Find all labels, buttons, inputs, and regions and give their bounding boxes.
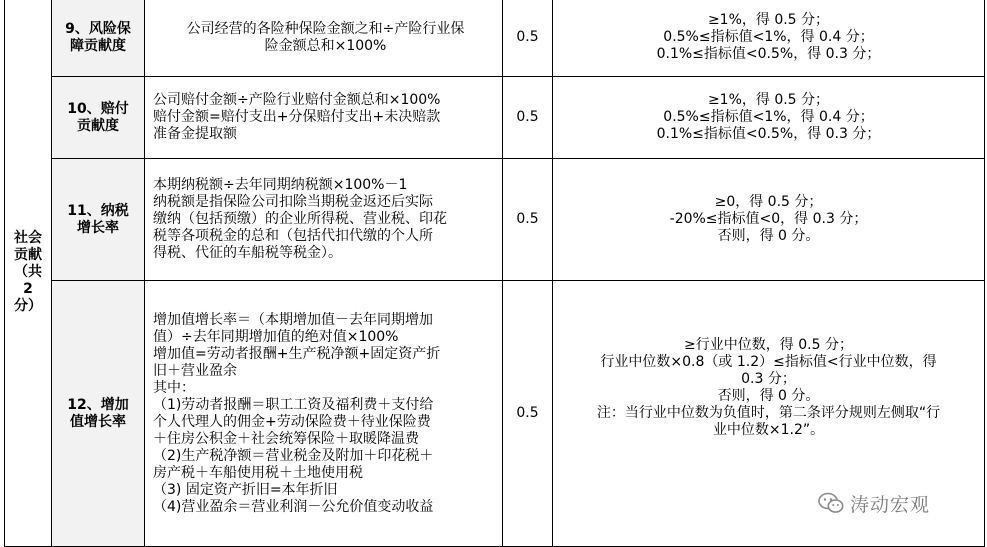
weight-cell: 0.5 <box>503 281 553 547</box>
indicator-name: 9、风险保 障贡献度 <box>52 0 145 77</box>
formula-cell: 公司经营的各险种保险金额之和÷产险行业保 险金额总和×100% <box>145 0 503 77</box>
table-row <box>5 77 985 159</box>
indicator-name: 10、赔付 贡献度 <box>52 77 145 159</box>
weight-cell: 0.5 <box>503 0 553 77</box>
wechat-icon <box>818 492 844 514</box>
scoring-rule-cell: ≥0，得 0.5 分； -20%≤指标值<0，得 0.3 分； 否则，得 0 分。 <box>553 159 985 281</box>
formula-cell: 本期纳税额÷去年同期纳税额×100%－1 纳税额是指保险公司扣除当期税金返还后实际 缴纳（包括预缴）的企业所得税、营业税、印花 税等各项税金的总和（包括代扣代缴的个人所 得税、代征的车船税等税金）。 <box>145 159 503 281</box>
category-text: 社会 贡献 （共 2 分） <box>14 230 42 314</box>
formula-cell: 公司赔付金额÷产险行业赔付金额总和×100% 赔付金额=赔付支出+分保赔付支出+未决赔款 准备金提取额 <box>145 77 503 159</box>
formula-cell: 增加值增长率＝（本期增加值－去年同期增加 值）÷去年同期增加值的绝对值×100% 增加值=劳动者报酬+生产税净额+固定资产折 旧＋营业盈余 其中： （1)劳动者报酬＝职工工资及福利费＋支付给 个人代理人的佣金+劳动保险费＋待业保险费 ＋住房公积金＋社会统筹保险＋取暖降温费 （2)生产税净额＝营业税金及附加＋印花税＋ 房产税＋车船使用税＋土地使用税 （3) 固定资产折旧=本年折旧 （4)营业盈余＝营业利润－公允价值变动收益 <box>145 281 503 547</box>
watermark-text: 涛动宏观 <box>850 493 931 516</box>
scoring-rule-cell: ≥1%，得 0.5 分； 0.5%≤指标值<1%，得 0.4 分； 0.1%≤指标值<0.5%，得 0.3 分； <box>553 0 985 77</box>
scoring-rule-cell: ≥行业中位数，得 0.5 分； 行业中位数×0.8（或 1.2）≤指标值<行业中位数，得 0.3 分； 否则，得 0 分。 注：当行业中位数为负值时，第二条评分规则左侧取“行 业中位数×1.2”。 <box>553 281 985 547</box>
watermark <box>818 489 930 517</box>
weight-cell: 0.5 <box>503 159 553 281</box>
table-row <box>5 159 985 281</box>
table-row <box>5 0 985 77</box>
indicator-name: 11、纳税 增长率 <box>52 159 145 281</box>
category-cell <box>5 0 52 547</box>
score-table <box>4 0 985 547</box>
scoring-rule-cell: ≥1%，得 0.5 分； 0.5%≤指标值<1%，得 0.4 分； 0.1%≤指标值<0.5%，得 0.3 分； <box>553 77 985 159</box>
weight-cell: 0.5 <box>503 77 553 159</box>
indicator-name: 12、增加 值增长率 <box>52 281 145 547</box>
